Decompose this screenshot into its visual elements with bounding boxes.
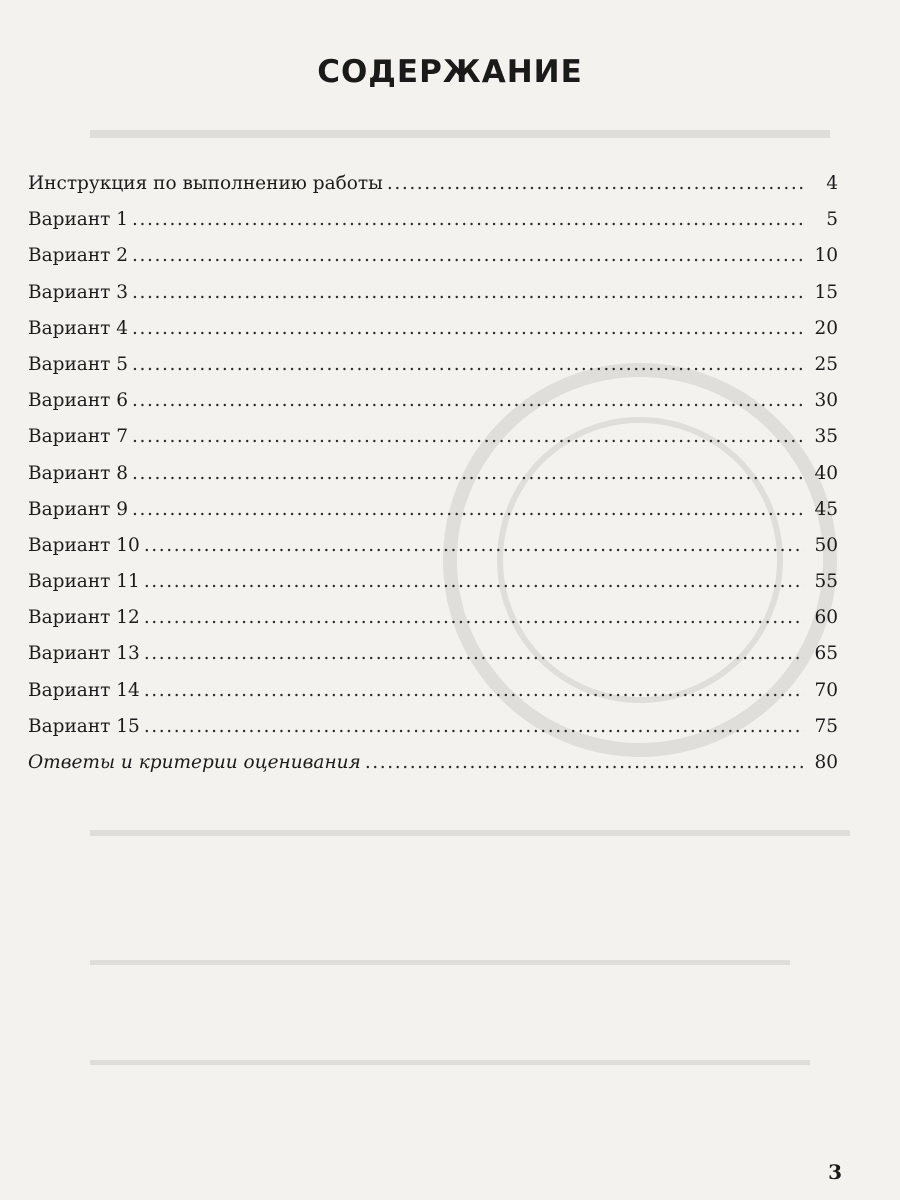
toc-entry-label: Вариант 10	[28, 534, 140, 556]
toc-entry	[28, 347, 838, 383]
toc-dot-leader	[144, 636, 805, 672]
toc-dot-leader	[144, 673, 805, 709]
toc-entry-page: 70	[814, 679, 838, 701]
toc-entry-label: Вариант 4	[28, 317, 129, 339]
toc-entry-page: 65	[814, 643, 838, 665]
toc-entry-label: Вариант 14	[28, 679, 140, 701]
page-number: 3	[828, 1160, 842, 1184]
toc-entry	[28, 709, 838, 745]
toc-entry	[28, 275, 838, 311]
toc-entry-page: 50	[814, 534, 838, 556]
toc-entry-page: 20	[814, 317, 838, 339]
toc-entry	[28, 166, 838, 202]
toc-dot-leader	[365, 745, 805, 781]
toc-entry-label: Вариант 7	[28, 426, 129, 448]
toc-entry	[28, 673, 838, 709]
toc-entry-label: Вариант 13	[28, 643, 140, 665]
toc-entry	[28, 600, 838, 636]
toc-entry	[28, 492, 838, 528]
toc-dot-leader	[132, 456, 804, 492]
toc-entry	[28, 238, 838, 274]
page-title: СОДЕРЖАНИЕ	[317, 54, 583, 90]
toc-entry-page: 75	[814, 715, 838, 737]
toc-entry-page: 15	[814, 281, 838, 303]
toc-dot-leader	[132, 492, 804, 528]
toc-entry-page: 60	[814, 607, 838, 629]
toc-entry	[28, 745, 838, 781]
toc-entry-label: Ответы и критерии оценивания	[28, 752, 361, 773]
toc-entry-label: Вариант 8	[28, 462, 129, 484]
table-of-contents	[28, 166, 838, 781]
toc-entry-label: Вариант 6	[28, 390, 129, 412]
toc-dot-leader	[132, 202, 806, 238]
toc-entry-page: 5	[826, 209, 838, 231]
toc-entry-label: Вариант 11	[28, 571, 140, 593]
toc-entry	[28, 564, 838, 600]
toc-entry	[28, 419, 838, 455]
toc-entry-page: 30	[814, 390, 838, 412]
toc-entry-label: Вариант 5	[28, 353, 129, 375]
toc-dot-leader	[132, 238, 804, 274]
toc-entry-label: Вариант 2	[28, 245, 129, 267]
toc-entry	[28, 456, 838, 492]
toc-dot-leader	[144, 564, 805, 600]
toc-dot-leader	[144, 528, 805, 564]
toc-entry-label: Вариант 3	[28, 281, 129, 303]
toc-dot-leader	[144, 709, 805, 745]
toc-entry	[28, 311, 838, 347]
toc-entry-page: 55	[814, 571, 838, 593]
toc-entry-page: 45	[814, 498, 838, 520]
toc-entry-label: Вариант 9	[28, 498, 129, 520]
toc-dot-leader	[132, 383, 804, 419]
toc-entry	[28, 636, 838, 672]
toc-entry	[28, 528, 838, 564]
toc-entry-label: Вариант 12	[28, 607, 140, 629]
toc-dot-leader	[387, 166, 806, 202]
toc-entry-page: 35	[814, 426, 838, 448]
toc-entry-page: 80	[814, 752, 838, 773]
toc-entry-page: 40	[814, 462, 838, 484]
toc-entry-label: Вариант 15	[28, 715, 140, 737]
toc-entry	[28, 202, 838, 238]
toc-dot-leader	[132, 347, 804, 383]
toc-dot-leader	[132, 275, 804, 311]
toc-entry-page: 10	[814, 245, 838, 267]
toc-entry-label: Инструкция по выполнению работы	[28, 173, 383, 194]
toc-entry	[28, 383, 838, 419]
toc-dot-leader	[132, 419, 804, 455]
toc-entry-page: 4	[826, 173, 838, 194]
toc-dot-leader	[144, 600, 805, 636]
toc-entry-label: Вариант 1	[28, 209, 129, 231]
toc-entry-page: 25	[814, 353, 838, 375]
toc-dot-leader	[132, 311, 804, 347]
